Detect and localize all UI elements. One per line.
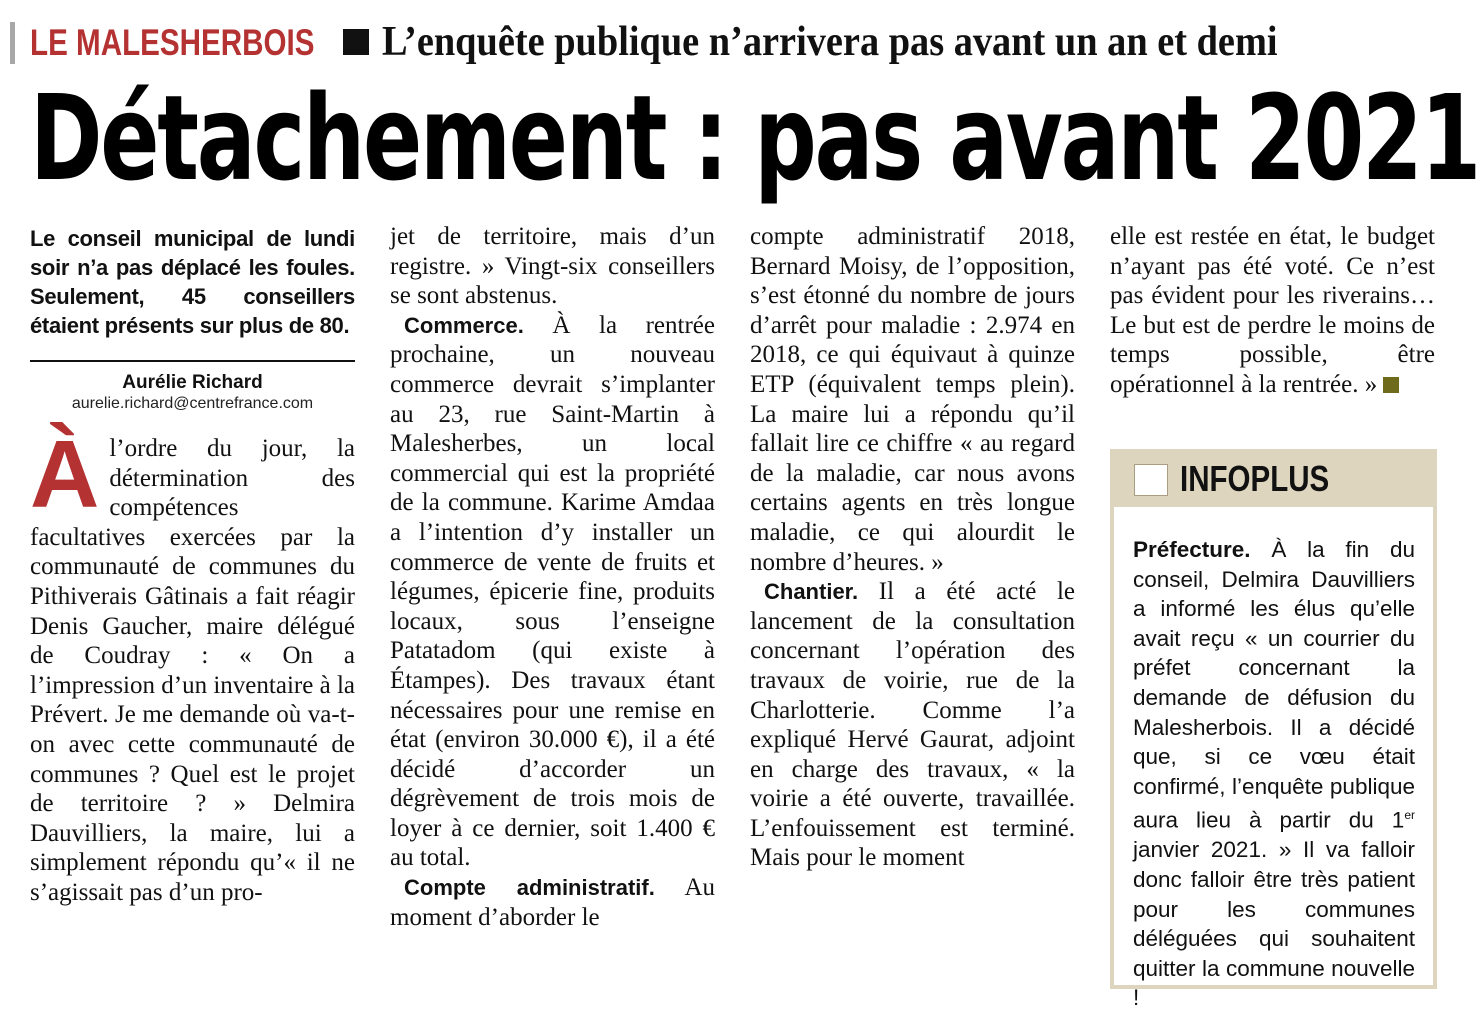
infoplus-paragraph — [1133, 535, 1415, 1013]
column-1 — [30, 222, 355, 908]
commerce-lead: Commerce. — [404, 312, 524, 338]
author-email[interactable]: aurelie.richard@centrefrance.com — [71, 395, 314, 412]
infoplus-title: INFOPLUS — [1180, 458, 1330, 499]
kicker-bar — [10, 22, 15, 64]
compte-paragraph — [390, 873, 715, 932]
dropcap: À — [30, 421, 100, 528]
column-3 — [750, 222, 1075, 873]
infoplus-superscript: er — [1404, 808, 1415, 823]
chantier-text: Il a été acté le lancement de la consultation concernant l’opération des travaux de voirie, rue de la Charlotterie. Comme l’a expliqué Hervé Gaurat, adjoint en charge des travaux, « la voirie a été ouverte, travaillée. L’enfouissement est terminé. Mais pour le moment — [750, 578, 1075, 872]
chantier-text-cont: elle est restée en état, le budget n’ayant pas été voté. Ce n’est pas évident pour les riverains… Le but est de perdre le moins de temps possible, être opérationnel à la rentrée. » — [1110, 223, 1435, 398]
infoplus-body — [1114, 507, 1433, 1011]
end-of-article-square-icon — [1383, 377, 1399, 393]
compte-text-b: compte administratif 2018, Bernard Moisy, de l’opposition, s’est étonné du nombre de jours d’arrêt pour maladie : 2.974 en 2018, ce qui équivaut à quinze ETP (équivalent temps plein). La maire lui a répondu qu’il fallait lire ce chiffre « au regard de la maladie, car nous avons certains agents en très longue maladie, ce qui alourdit le nombre d’heures. » — [750, 223, 1075, 576]
compte-paragraph-cont — [750, 222, 1075, 577]
byline-divider — [30, 360, 355, 362]
infoplus-square-icon — [1134, 464, 1168, 496]
commerce-text: À la rentrée prochaine, un nouveau commerce devrait s’implanter au 23, rue Saint-Martin à Malesherbes, un local commercial qui est la propriété de la commune. Karime Amdaa a l’intention d’y installer un commerce de vente de fruits et légumes, épicerie fine, produits locaux, sous l’enseigne Patatadom (qui existe à Étampes). Des travaux étant nécessaires pour une remise en état (environ 30.000 €), il a été décidé d’accorder un dégrèvement de trois mois de loyer à ce dernier, soit 1.400 € au total. — [390, 311, 715, 872]
body-text-1: l’ordre du jour, la détermination des compétences facultatives exercées par la communauté de communes du Pithiverais Gâtinais a fait réagir Denis Gaucher, maire délégué de Coudray : « On a l’impression d’un inventaire à la Prévert. Je me demande où va-t-on avec cette communauté de communes ? Quel est le projet de territoire ? » Delmira Dauvilliers, la maire, lui a simplement répondu qu’« il ne s’agissait pas d’un pro- — [30, 435, 355, 906]
section-label: LE MALESHERBOIS — [30, 22, 315, 63]
compte-text-a: Au moment d’aborder le — [390, 874, 715, 931]
infoplus-text-b: janvier 2021. » Il va falloir donc falloir être très patient pour les communes déléguées qui souhaitent quitter la commune nouvelle ! — [1133, 837, 1415, 1011]
chantier-lead: Chantier. — [764, 579, 859, 605]
infoplus-box — [1110, 449, 1437, 1011]
column-2 — [390, 222, 715, 932]
commerce-paragraph — [390, 311, 715, 873]
chantier-paragraph — [750, 577, 1075, 873]
compte-lead: Compte administratif. — [404, 875, 655, 901]
chapo: Le conseil municipal de lundi soir n’a pas déplacé les foules. Seulement, 45 conseillers étaient présents sur plus de 80. — [30, 226, 355, 338]
body-text-1-cont: jet de territoire, mais d’un registre. » Vingt-six conseillers se sont abstenus. — [390, 223, 715, 310]
author-name: Aurélie Richard — [122, 372, 263, 393]
infoplus-text-a: À la fin du conseil, Delmira Dauvilliers a informé les élus qu’elle avait reçu « un courrier du préfet concernant la demande de défusion du Malesherbois. Il a décidé que, si ce vœu était confirmé, l’enquête publique aura lieu à partir du 1 — [1133, 537, 1415, 833]
kicker-text: L’enquête publique n’arrivera pas avant un an et demi — [382, 19, 1278, 65]
kicker-square-icon — [343, 29, 369, 55]
infoplus-header — [1110, 449, 1437, 509]
body-paragraph-1-cont — [390, 222, 715, 311]
headline: Détachement : pas avant 2021 — [30, 69, 1480, 207]
column-4 — [1110, 222, 1435, 400]
body-paragraph-1 — [30, 421, 355, 908]
kicker-line — [0, 20, 1482, 68]
chantier-paragraph-cont — [1110, 222, 1435, 400]
infoplus-lead: Préfecture. — [1133, 537, 1251, 562]
